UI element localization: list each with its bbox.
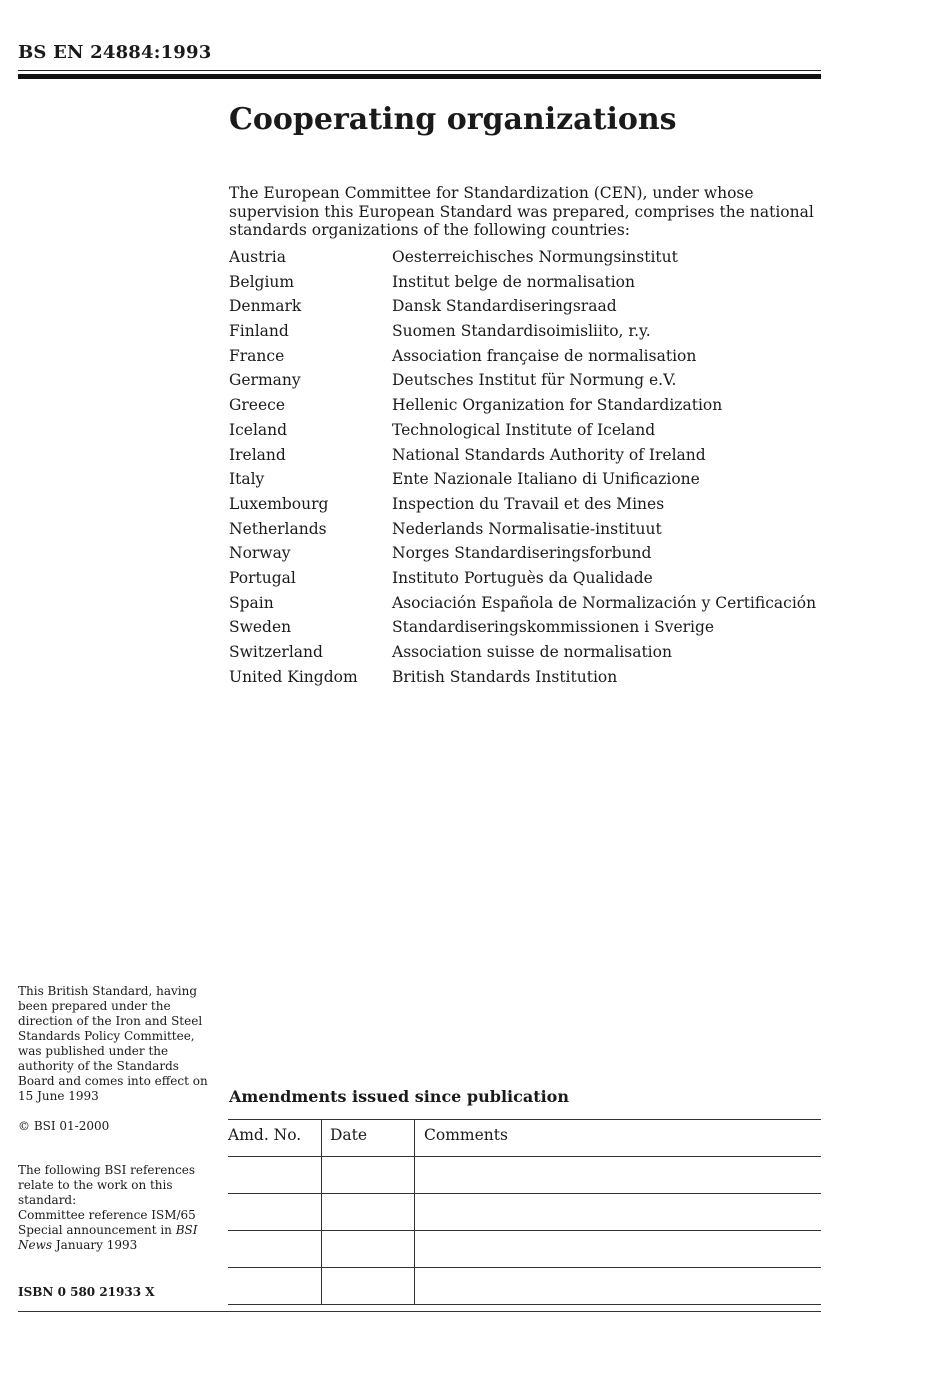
table-cell	[321, 1157, 415, 1193]
header-comments: Comments	[424, 1126, 508, 1144]
organization-list	[229, 247, 829, 691]
organization-row	[229, 445, 829, 470]
country-name: Sweden	[229, 618, 292, 637]
table-row	[228, 1157, 821, 1194]
organization-name: Hellenic Organization for Standardization	[392, 396, 723, 415]
organization-name: British Standards Institution	[392, 667, 618, 686]
country-name: Germany	[229, 371, 301, 390]
table-row	[228, 1194, 821, 1231]
amendments-table	[228, 1119, 821, 1302]
organization-name: National Standards Authority of Ireland	[392, 445, 706, 464]
country-name: Portugal	[229, 568, 296, 587]
organization-name: Nederlands Normalisatie-instituut	[392, 519, 662, 538]
organization-row	[229, 247, 829, 272]
organization-row	[229, 568, 829, 593]
header-amd-no: Amd. No.	[228, 1126, 302, 1144]
announcement-publication: BSI News	[18, 1223, 198, 1252]
header-cell	[321, 1120, 415, 1156]
organization-name: Instituto Portuguès da Qualidade	[392, 568, 653, 587]
country-name: Finland	[229, 322, 289, 341]
organization-row	[229, 321, 829, 346]
organization-row	[229, 519, 829, 544]
amendments-title: Amendments issued since publication	[229, 1087, 569, 1106]
organization-name: Dansk Standardiseringsraad	[392, 297, 617, 316]
document-id: BS EN 24884:1993	[18, 42, 212, 63]
header-rule-thick	[18, 74, 821, 79]
country-name: Austria	[229, 248, 286, 266]
country-name: Netherlands	[229, 519, 327, 538]
announcement-prefix: Special announcement in	[18, 1223, 172, 1237]
organization-name: Suomen Standardisoimisliito, r.y.	[392, 322, 651, 341]
country-name: Norway	[229, 544, 291, 563]
table-cell	[228, 1157, 322, 1193]
copyright-notice: © BSI 01-2000	[18, 1119, 110, 1133]
organization-name: Technological Institute of Iceland	[392, 420, 656, 439]
header-rule-thin	[18, 70, 821, 71]
organization-row	[229, 420, 829, 445]
amendments-header-row	[228, 1120, 821, 1157]
organization-row	[229, 617, 829, 642]
country-name: Switzerland	[229, 643, 323, 661]
table-cell	[415, 1231, 821, 1267]
table-cell	[415, 1157, 821, 1193]
organization-name: Norges Standardiseringsforbund	[392, 544, 652, 563]
intro-paragraph: The European Committee for Standardization (CEN), under whose supervision this European Standard was prepared, comprises the national standards organizations of the following countries:	[229, 184, 814, 239]
country-name: Ireland	[229, 445, 286, 464]
table-cell	[228, 1194, 322, 1230]
special-announcement	[18, 1223, 213, 1253]
country-name: Iceland	[229, 420, 288, 439]
organization-name: Standardiseringskommissionen i Sverige	[392, 618, 715, 637]
table-row	[228, 1231, 821, 1268]
header-cell	[415, 1120, 821, 1156]
country-name: Belgium	[229, 272, 295, 291]
table-cell	[415, 1194, 821, 1230]
organization-name: Deutsches Institut für Normung e.V.	[392, 371, 677, 390]
country-name: Luxembourg	[229, 494, 329, 513]
table-cell	[228, 1268, 322, 1304]
organization-row	[229, 395, 829, 420]
country-name: United Kingdom	[229, 667, 358, 686]
header-date: Date	[330, 1126, 368, 1144]
footer-rule	[18, 1311, 821, 1312]
organization-row	[229, 593, 829, 618]
page-title: Cooperating organizations	[229, 102, 677, 137]
organization-row	[229, 296, 829, 321]
organization-name: Oesterreichisches Normungsinstitut	[392, 248, 678, 266]
organization-row	[229, 469, 829, 494]
announcement-date: January 1993	[55, 1238, 138, 1252]
country-name: Greece	[229, 396, 285, 415]
organization-row	[229, 370, 829, 395]
table-cell	[321, 1268, 415, 1304]
bsi-references	[18, 1163, 213, 1253]
organization-row	[229, 272, 829, 297]
organization-name: Asociación Española de Normalización y Certificación	[392, 593, 817, 612]
organization-row	[229, 667, 829, 692]
country-name: Denmark	[229, 297, 302, 316]
organization-name: Ente Nazionale Italiano di Unificazione	[392, 470, 700, 489]
organization-name: Association suisse de normalisation	[392, 643, 672, 661]
table-cell	[321, 1194, 415, 1230]
isbn: ISBN 0 580 21933 X	[18, 1285, 155, 1299]
table-cell	[415, 1268, 821, 1304]
table-cell	[321, 1231, 415, 1267]
organization-row	[229, 642, 829, 667]
organization-row	[229, 543, 829, 568]
header-cell	[228, 1120, 322, 1156]
organization-row	[229, 346, 829, 371]
publication-note: This British Standard, having been prepared under the direction of the Iron and Steel Standards Policy Committee, was published under the authority of the Standards Board and comes into effect on 15 June 1993	[18, 984, 208, 1103]
organization-row	[229, 494, 829, 519]
organization-name: Institut belge de normalisation	[392, 272, 635, 291]
table-row	[228, 1268, 821, 1305]
committee-reference: Committee reference ISM/65	[18, 1208, 196, 1222]
references-intro: The following BSI references relate to the work on this standard:	[18, 1163, 196, 1207]
organization-name: Inspection du Travail et des Mines	[392, 494, 665, 513]
organization-name: Association française de normalisation	[392, 346, 697, 365]
country-name: Spain	[229, 593, 274, 612]
table-cell	[228, 1231, 322, 1267]
country-name: Italy	[229, 470, 265, 489]
country-name: France	[229, 346, 285, 365]
